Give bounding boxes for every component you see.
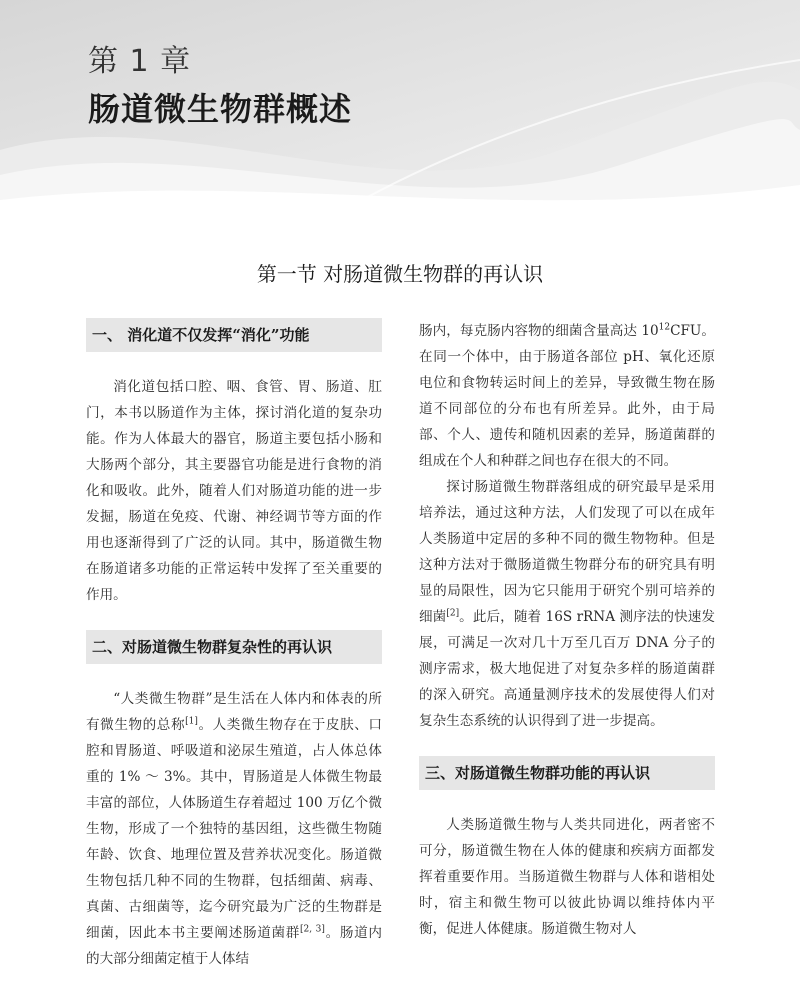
paragraph-3-text-a: 肠内，每克肠内容物的细菌含量高达 10	[419, 323, 659, 339]
chapter-number: 第 1 章	[88, 44, 192, 79]
paragraph-3-text-b: CFU。在同一个体中，由于肠道各部位 pH、氧化还原电位和食物转运时间上的差异，导致微生物在肠道不同部位的分布也有所差异。此外，由于局部、个人、遗传和随机因素的差异，肠道菌群的组成在个人和种群之间也存在很大的不同。	[419, 323, 715, 469]
subsection-heading-3: 三、对肠道微生物群功能的再认识	[419, 756, 715, 790]
citation-2-3: [2, 3]	[300, 924, 325, 935]
right-column	[419, 318, 715, 942]
paragraph-3	[419, 318, 715, 474]
citation-2: [2]	[446, 608, 460, 619]
paragraph-1: 消化道包括口腔、咽、食管、胃、肠道、肛门，本书以肠道作为主体，探讨消化道的复杂功能。作为人体最大的器官，肠道主要包括小肠和大肠两个部分，其主要器官功能是进行食物的消化和吸收。此外，随着人们对肠道功能的进一步发掘，肠道在免疫、代谢、神经调节等方面的作用也逐渐得到了广泛的认同。其中，肠道微生物在肠道诸多功能的正常运转中发挥了至关重要的作用。	[86, 379, 382, 603]
paragraph-5: 人类肠道微生物与人类共同进化，两者密不可分，肠道微生物在人体的健康和疾病方面都发挥着重要作用。当肠道微生物群与人体和谐相处时，宿主和微生物可以彼此协调以维持体内平衡，促进人体健康。肠道微生物对人	[419, 817, 715, 937]
paragraph-2-text-a: “人类微生物群”是生活在人体内和体表的所有微生物的总称	[86, 691, 382, 733]
paragraph-2-text-b: 。人类微生物存在于皮肤、口腔和胃肠道、呼吸道和泌尿生殖道，占人体总体重的 1% ～ 3%。其中，胃肠道是人体微生物最丰富的部位，人体肠道生存着超过 100 万亿个微生物，形成了一个独特的基因组，这些微生物随年龄、饮食、地理位置及营养状况变化。肠道微生物包括几种不同的生物群，包括细菌、病毒、真菌、古细菌等，迄今研究最为广泛的生物群是细菌，因此本书主要阐述肠道菌群	[86, 717, 383, 941]
chapter-title: 肠道微生物群概述	[88, 90, 353, 128]
exponent: 12	[658, 322, 671, 333]
paragraph-4-text-a: 探讨肠道微生物群落组成的研究最早是采用培养法，通过这种方法，人们发现了可以在成年人类肠道中定居的多种不同的微生物物种。但是这种方法对于微肠道微生物群分布的研究具有明显的局限性，因为它只能用于研究个别可培养的细菌	[419, 479, 715, 625]
left-column	[86, 318, 382, 972]
section-title: 第一节 对肠道微生物群的再认识	[256, 262, 544, 286]
paragraph-4	[419, 474, 715, 734]
subsection-heading-1: 一、 消化道不仅发挥“消化”功能	[86, 318, 382, 352]
paragraph-2	[86, 686, 382, 972]
citation-1: [1]	[185, 716, 198, 727]
chapter-banner	[0, 0, 800, 212]
paragraph-2-text-c: 。肠道内的大部分细菌定植于人体结	[86, 925, 382, 967]
subsection-heading-2: 二、对肠道微生物群复杂性的再认识	[86, 630, 382, 664]
paragraph-4-text-b: 。此后，随着 16S rRNA 测序法的快速发展，可满足一次对几十万至几百万 DNA 分子的测序需求，极大地促进了对复杂多样的肠道菌群的深入研究。高通量测序技术的发展使得人们对复杂生态系统的认识得到了进一步提高。	[419, 609, 715, 729]
